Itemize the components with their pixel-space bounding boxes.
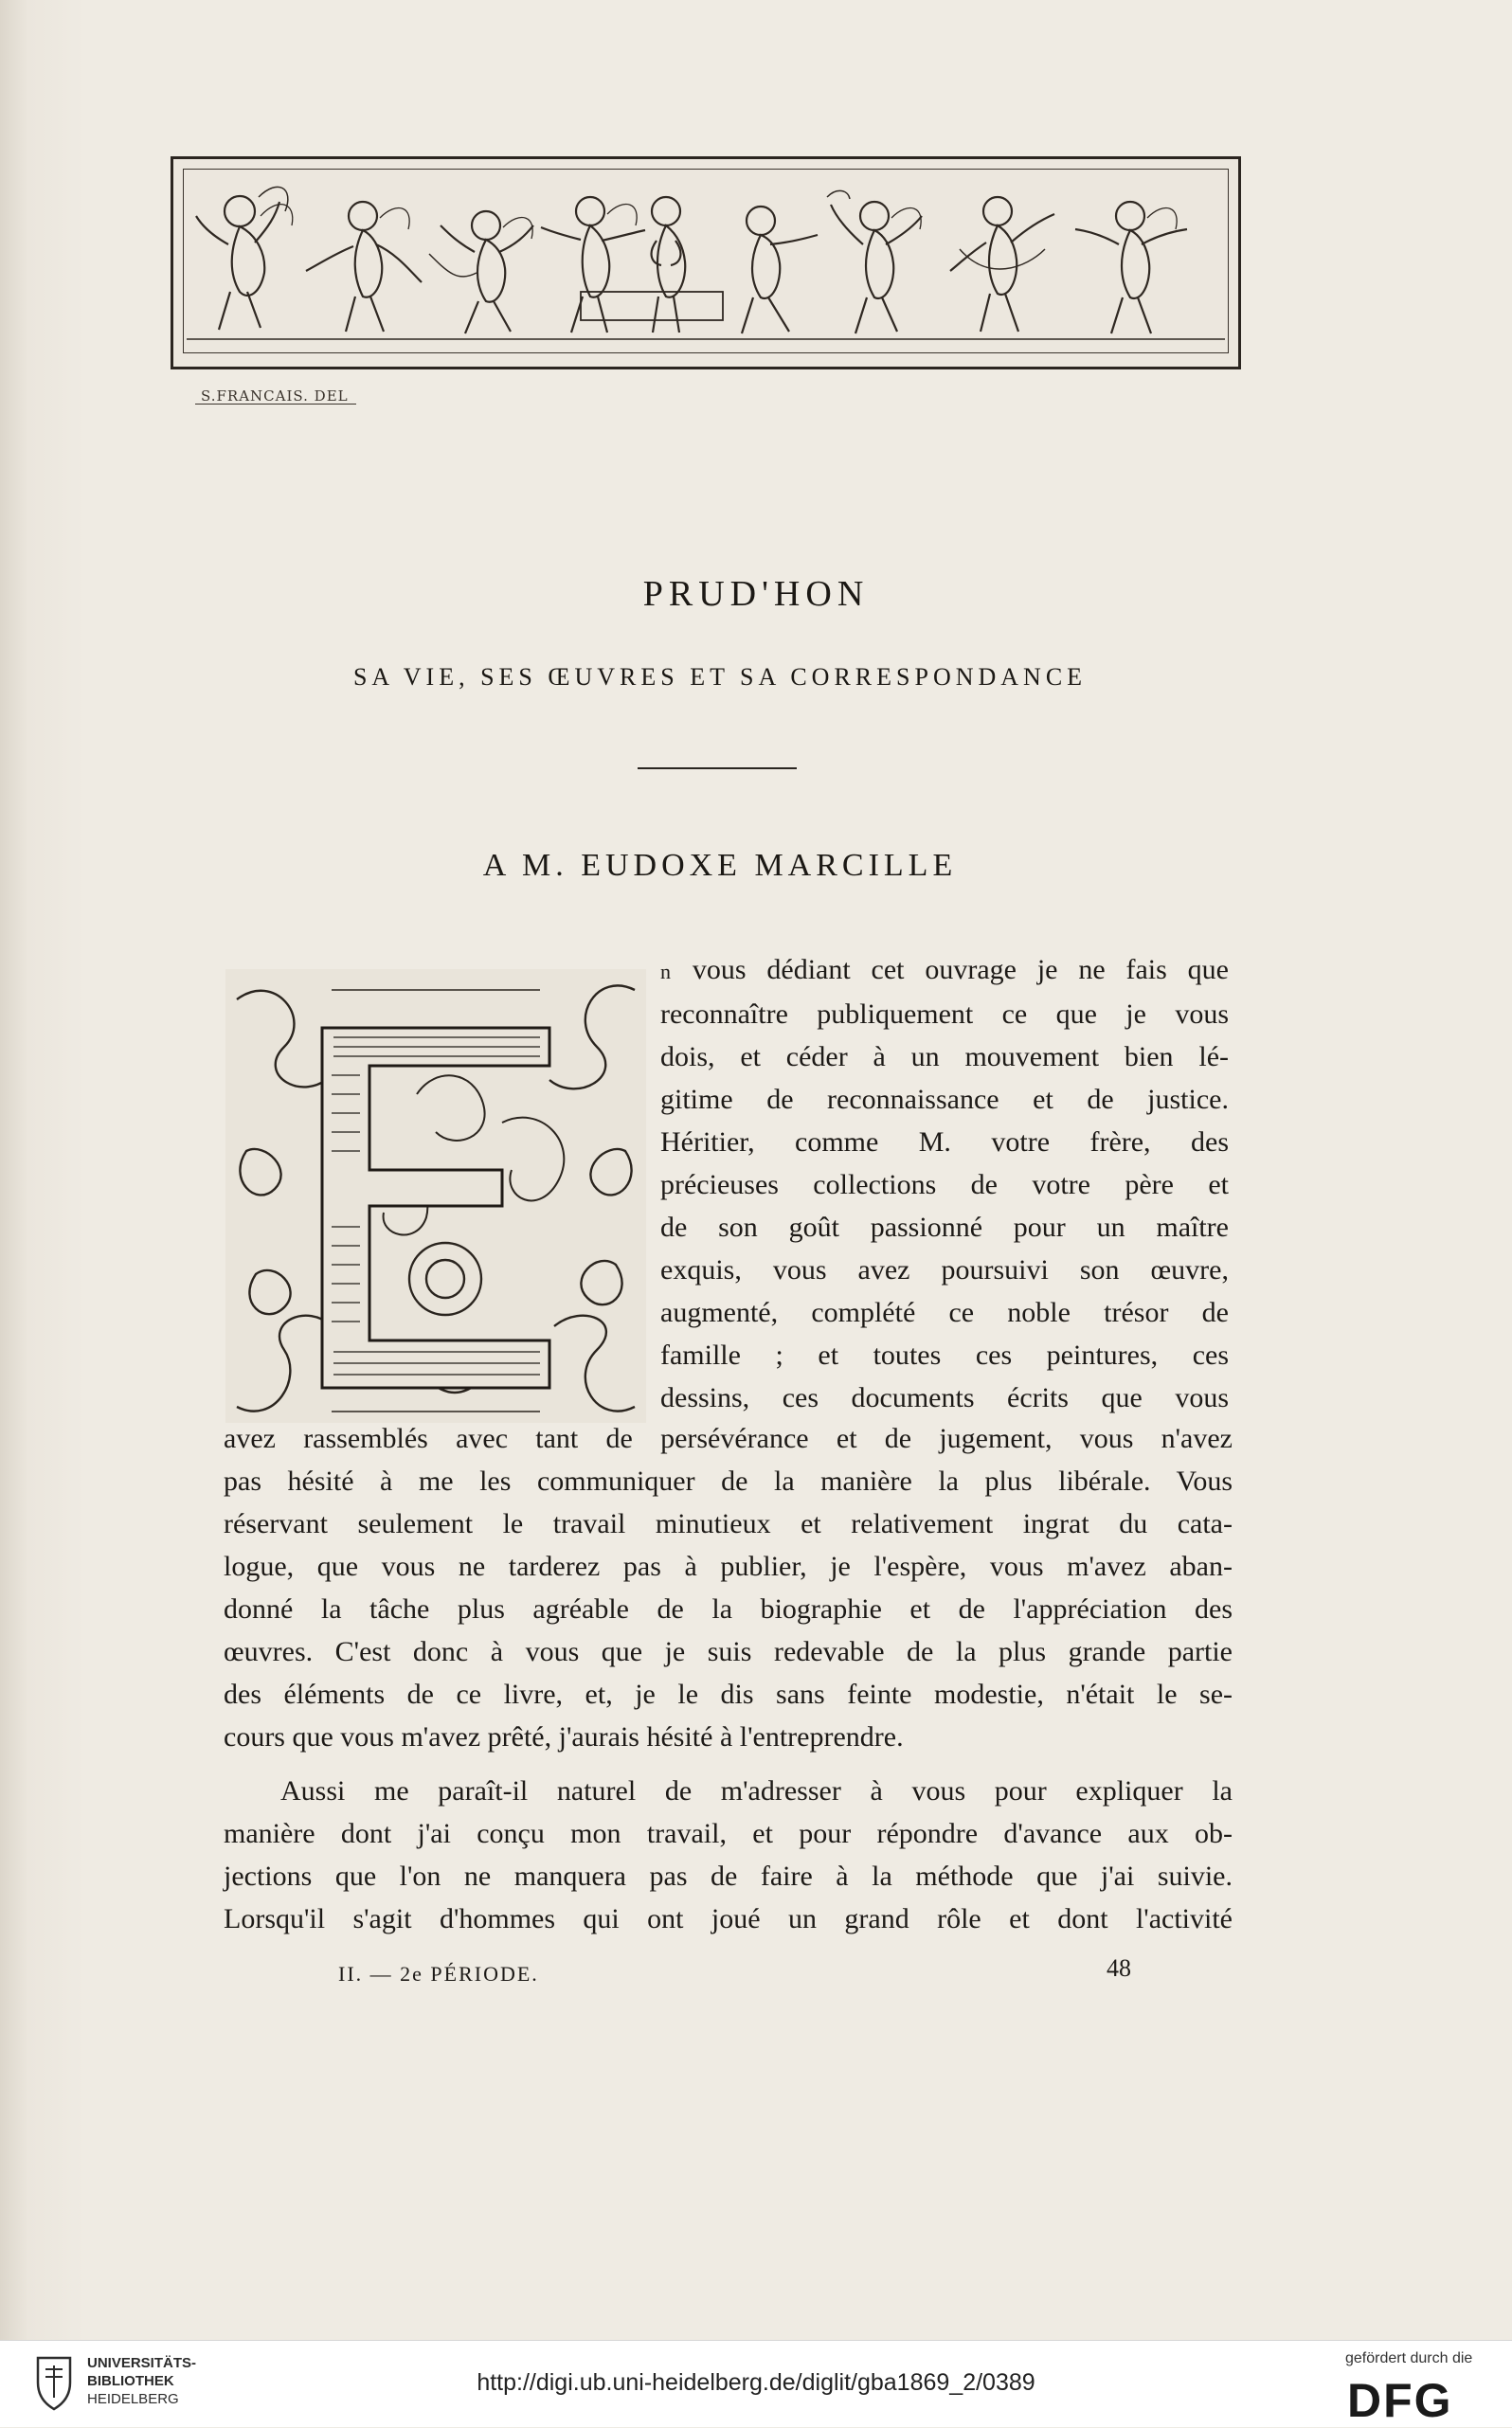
text-line: cours que vous m'avez prêté, j'aurais hésité à l'entreprendre. [224, 1721, 904, 1753]
text-line: jections que l'on ne manquera pas de faire à la méthode que j'ai suivie. [224, 1861, 1233, 1892]
putto-figure [652, 197, 686, 333]
ornamental-dropcap-e [218, 962, 654, 1430]
page-number: 48 [1107, 1954, 1131, 1982]
text-line: dois, et céder à un mouvement bien lé- [660, 1041, 1229, 1072]
text-line: manière dont j'ai conçu mon travail, et pour répondre d'avance aux ob- [224, 1818, 1233, 1849]
putto-figure [950, 197, 1054, 332]
putto-figure [742, 207, 818, 333]
paragraph-1-continuation [224, 1417, 1233, 1758]
permalink-url[interactable]: http://digi.ub.uni-heidelberg.de/diglit/gba1869_2/0389 [477, 2369, 1035, 2396]
uni-name-line: BIBLIOTHEK [87, 2373, 174, 2389]
text-line: Aussi me paraît-il naturel de m'adresser à vous pour expliquer la [280, 1775, 1233, 1807]
wrapped-text-block [660, 948, 1229, 1419]
text-line: réservant seulement le travail minutieux et relativement ingrat du cata- [224, 1508, 1233, 1539]
text-line: de son goût passionné pour un maître [660, 1212, 1229, 1243]
text-line: pas hésité à me les communiquer de la manière la plus libérale. Vous [224, 1466, 1233, 1497]
text-line [660, 948, 1229, 993]
page-title: PRUD'HON [642, 574, 870, 614]
uni-name-line: HEIDELBERG [87, 2391, 179, 2407]
text-line: famille ; et toutes ces peintures, ces [660, 1340, 1229, 1371]
text-line: œuvres. C'est donc à vous que je suis redevable de la plus grande partie [224, 1636, 1233, 1667]
digitization-banner [0, 2340, 1512, 2427]
dfg-logo[interactable]: DFG [1347, 2374, 1453, 2427]
text-line: Lorsqu'il s'agit d'hommes qui ont joué un grand rôle et dont l'activité [224, 1903, 1233, 1934]
title-divider [638, 767, 797, 769]
frieze-signature-rule [195, 404, 356, 405]
text-line: précieuses collections de votre père et [660, 1169, 1229, 1200]
dedication-heading: A M. EUDOXE MARCILLE [482, 848, 958, 883]
putti-frieze-illustration [173, 159, 1238, 367]
signature-mark: II. — 2e PÉRIODE. [338, 1962, 539, 1986]
text-line: dessins, ces documents écrits que vous [660, 1382, 1229, 1413]
text-line: augmenté, complété ce noble trésor de [660, 1297, 1229, 1328]
funder-label: gefördert durch die [1345, 2350, 1473, 2366]
decorative-frieze [171, 156, 1241, 369]
text-line: gitime de reconnaissance et de justice. [660, 1084, 1229, 1115]
text-line: Héritier, comme M. votre frère, des [660, 1126, 1229, 1158]
putto-figure [196, 187, 288, 330]
text-line: des éléments de ce livre, et, je le dis sans feinte modestie, n'était le se- [224, 1679, 1233, 1710]
putto-figure [1075, 202, 1187, 333]
text-line: logue, que vous ne tarderez pas à publier, je l'espère, vous m'avez aban- [224, 1551, 1233, 1582]
frieze-signature: S.FRANCAIS. DEL [201, 387, 349, 405]
putto-figure [541, 197, 645, 333]
text-line: exquis, vous avez poursuivi son œuvre, [660, 1254, 1229, 1286]
dropcap-continuation: n [660, 960, 672, 983]
text-line: avez rassemblés avec tant de persévérance et de jugement, vous n'avez [224, 1423, 1233, 1454]
putto-figure [306, 202, 422, 332]
putto-figure [827, 190, 922, 333]
page-subtitle: SA VIE, SES ŒUVRES ET SA CORRESPONDANCE [352, 663, 1088, 691]
text-line-rest: vous dédiant cet ouvrage je ne fais que [672, 954, 1229, 985]
paragraph-2 [224, 1770, 1233, 1940]
text-line: reconnaître publiquement ce que je vous [660, 998, 1229, 1030]
uni-name-line: UNIVERSITÄTS- [87, 2355, 197, 2371]
putto-figure [429, 211, 533, 333]
text-line: donné la tâche plus agréable de la biographie et de l'appréciation des [224, 1593, 1233, 1625]
